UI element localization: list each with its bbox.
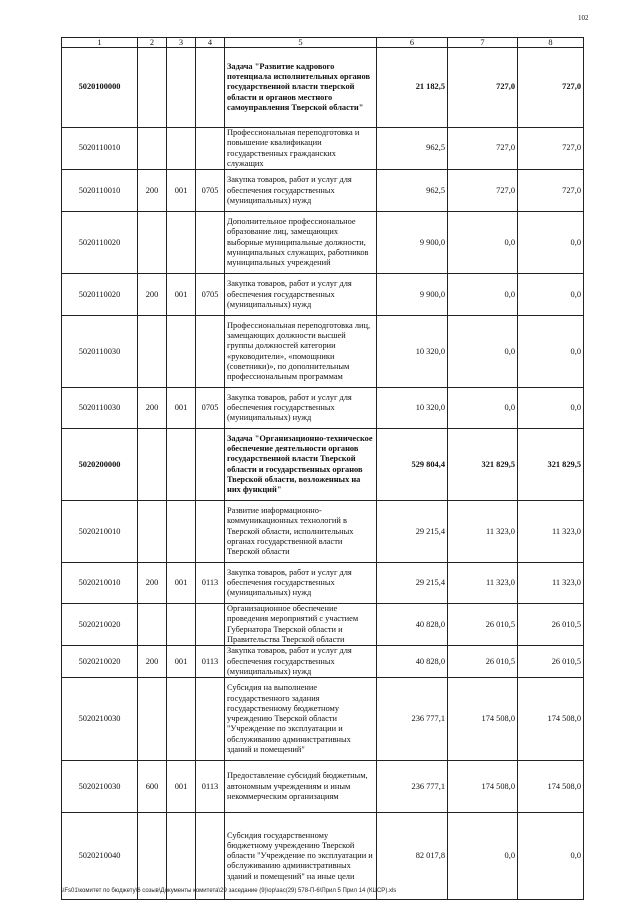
amount-col6-cell: 236 777,1	[377, 761, 448, 813]
ministry-code-cell: 001	[167, 170, 196, 212]
amount-col7-cell: 0,0	[448, 316, 518, 388]
amount-col8-cell: 0,0	[518, 813, 584, 900]
expense-type-cell: 200	[138, 646, 167, 678]
amount-col6-cell: 9 900,0	[377, 274, 448, 316]
expense-type-cell: 600	[138, 761, 167, 813]
budget-code-cell: 5020100000	[62, 48, 138, 128]
expense-type-cell: 200	[138, 170, 167, 212]
table-row	[62, 563, 584, 604]
ministry-code-cell: 001	[167, 761, 196, 813]
amount-col8-cell: 0,0	[518, 388, 584, 429]
amount-col8-cell: 727,0	[518, 48, 584, 128]
ministry-code-cell	[167, 604, 196, 646]
amount-col7-cell: 0,0	[448, 212, 518, 274]
table-row	[62, 678, 584, 761]
section-code-cell	[196, 429, 225, 501]
expense-type-cell	[138, 678, 167, 761]
amount-col7-cell: 0,0	[448, 274, 518, 316]
amount-col7-cell: 174 508,0	[448, 678, 518, 761]
amount-col7-cell: 727,0	[448, 48, 518, 128]
amount-col8-cell: 0,0	[518, 274, 584, 316]
budget-code-cell: 5020210030	[62, 678, 138, 761]
description-cell: Задача "Развитие кадрового потенциала исполнительных органов государственной власти тверской области и органов местного самоуправления Тверской области"	[225, 48, 377, 128]
ministry-code-cell	[167, 128, 196, 170]
ministry-code-cell: 001	[167, 388, 196, 429]
section-code-cell: 0705	[196, 170, 225, 212]
budget-code-cell: 5020110010	[62, 128, 138, 170]
budget-code-cell: 5020110020	[62, 212, 138, 274]
expense-type-cell	[138, 604, 167, 646]
budget-code-cell: 5020110010	[62, 170, 138, 212]
ministry-code-cell	[167, 813, 196, 900]
table-row	[62, 501, 584, 563]
table-row	[62, 761, 584, 813]
description-cell: Профессиональная переподготовка лиц, замещающих должности высшей группы должностей категории «руководители», «помощники (советники)», по дополнительным профессиональным программам	[225, 316, 377, 388]
amount-col8-cell: 321 829,5	[518, 429, 584, 501]
amount-col7-cell: 727,0	[448, 170, 518, 212]
section-code-cell	[196, 48, 225, 128]
expense-type-cell	[138, 429, 167, 501]
description-cell: Закупка товаров, работ и услуг для обеспечения государственных (муниципальных) нужд	[225, 388, 377, 429]
budget-code-cell: 5020210020	[62, 604, 138, 646]
ministry-code-cell	[167, 316, 196, 388]
description-cell: Субсидия на выполнение государственного задания государственному бюджетному учреждению Тверской области "Учреждение по эксплуатации и обслуживанию административных зданий и помещений"	[225, 678, 377, 761]
table-row	[62, 48, 584, 128]
budget-code-cell: 5020200000	[62, 429, 138, 501]
section-code-cell: 0113	[196, 761, 225, 813]
ministry-code-cell: 001	[167, 274, 196, 316]
amount-col7-cell: 727,0	[448, 128, 518, 170]
amount-col7-cell: 174 508,0	[448, 761, 518, 813]
expense-type-cell	[138, 316, 167, 388]
amount-col8-cell: 0,0	[518, 316, 584, 388]
expense-type-cell	[138, 48, 167, 128]
amount-col6-cell: 962,5	[377, 128, 448, 170]
expense-type-cell: 200	[138, 274, 167, 316]
amount-col8-cell: 0,0	[518, 212, 584, 274]
table-row	[62, 429, 584, 501]
budget-code-cell: 5020210030	[62, 761, 138, 813]
amount-col6-cell: 236 777,1	[377, 678, 448, 761]
table-body	[62, 48, 584, 900]
budget-code-cell: 5020110020	[62, 274, 138, 316]
description-cell: Закупка товаров, работ и услуг для обеспечения государственных (муниципальных) нужд	[225, 563, 377, 604]
budget-code-cell: 5020210040	[62, 813, 138, 900]
section-code-cell	[196, 604, 225, 646]
section-code-cell	[196, 212, 225, 274]
ministry-code-cell: 001	[167, 646, 196, 678]
table-row	[62, 604, 584, 646]
amount-col6-cell: 10 320,0	[377, 316, 448, 388]
table-row	[62, 128, 584, 170]
amount-col8-cell: 174 508,0	[518, 761, 584, 813]
amount-col6-cell: 9 900,0	[377, 212, 448, 274]
section-code-cell	[196, 501, 225, 563]
budget-table	[61, 37, 584, 900]
amount-col7-cell: 11 323,0	[448, 501, 518, 563]
table-row	[62, 212, 584, 274]
amount-col7-cell: 26 010,5	[448, 646, 518, 678]
column-header: 8	[518, 38, 584, 48]
budget-code-cell: 5020210010	[62, 563, 138, 604]
table-row	[62, 388, 584, 429]
description-cell: Закупка товаров, работ и услуг для обеспечения государственных (муниципальных) нужд	[225, 274, 377, 316]
amount-col8-cell: 727,0	[518, 128, 584, 170]
section-code-cell: 0705	[196, 388, 225, 429]
expense-type-cell	[138, 212, 167, 274]
section-code-cell: 0705	[196, 274, 225, 316]
ministry-code-cell	[167, 48, 196, 128]
expense-type-cell	[138, 813, 167, 900]
section-code-cell: 0113	[196, 646, 225, 678]
amount-col6-cell: 40 828,0	[377, 646, 448, 678]
amount-col6-cell: 21 182,5	[377, 48, 448, 128]
amount-col6-cell: 10 320,0	[377, 388, 448, 429]
budget-code-cell: 5020110030	[62, 316, 138, 388]
description-cell: Развитие информационно-коммуникационных технологий в Тверской области, исполнительных органах государственной власти Тверской области	[225, 501, 377, 563]
amount-col7-cell: 11 323,0	[448, 563, 518, 604]
amount-col6-cell: 29 215,4	[377, 563, 448, 604]
amount-col8-cell: 26 010,5	[518, 604, 584, 646]
amount-col8-cell: 174 508,0	[518, 678, 584, 761]
column-header: 4	[196, 38, 225, 48]
ministry-code-cell	[167, 429, 196, 501]
amount-col6-cell: 40 828,0	[377, 604, 448, 646]
description-cell: Задача "Организационно-техническое обеспечение деятельности органов государственной власти Тверской области и государственных органов Тверской области, возложенных на них функций"	[225, 429, 377, 501]
amount-col8-cell: 727,0	[518, 170, 584, 212]
amount-col7-cell: 321 829,5	[448, 429, 518, 501]
budget-code-cell: 5020210010	[62, 501, 138, 563]
expense-type-cell: 200	[138, 563, 167, 604]
section-code-cell	[196, 128, 225, 170]
description-cell: Закупка товаров, работ и услуг для обеспечения государственных (муниципальных) нужд	[225, 646, 377, 678]
column-header: 6	[377, 38, 448, 48]
table-header-row	[62, 38, 584, 48]
page-number: 102	[578, 14, 589, 22]
section-code-cell	[196, 678, 225, 761]
expense-type-cell	[138, 501, 167, 563]
description-cell: Субсидия государственному бюджетному учреждению Тверской области "Учреждение по эксплуатации и обслуживанию административных зданий и помещений" на иные цели	[225, 813, 377, 900]
section-code-cell: 0113	[196, 563, 225, 604]
amount-col8-cell: 26 010,5	[518, 646, 584, 678]
amount-col8-cell: 11 323,0	[518, 501, 584, 563]
description-cell: Организационное обеспечение проведения мероприятий с участием Губернатора Тверской области и Правительства Тверской области	[225, 604, 377, 646]
table-row	[62, 274, 584, 316]
amount-col7-cell: 0,0	[448, 813, 518, 900]
table-row	[62, 813, 584, 900]
file-path-footer: \\Fs01\комитет по бюджету\6 созыв\Документы комитета\29 заседание (9)\ор\зас(29) 578-П-6\Прил 5 Прил 14 (КЦСР).xls	[61, 888, 397, 894]
budget-code-cell: 5020110030	[62, 388, 138, 429]
expense-type-cell	[138, 128, 167, 170]
ministry-code-cell	[167, 678, 196, 761]
column-header: 5	[225, 38, 377, 48]
amount-col6-cell: 29 215,4	[377, 501, 448, 563]
description-cell: Предоставление субсидий бюджетным, автономным учреждениям и иным некоммерческим организациям	[225, 761, 377, 813]
amount-col6-cell: 962,5	[377, 170, 448, 212]
description-cell: Закупка товаров, работ и услуг для обеспечения государственных (муниципальных) нужд	[225, 170, 377, 212]
amount-col7-cell: 0,0	[448, 388, 518, 429]
column-header: 2	[138, 38, 167, 48]
description-cell: Дополнительное профессиональное образование лиц, замещающих выборные муниципальные должности, муниципальных служащих, работников муниципальных учреждений	[225, 212, 377, 274]
expense-type-cell: 200	[138, 388, 167, 429]
ministry-code-cell	[167, 212, 196, 274]
table-row	[62, 170, 584, 212]
amount-col8-cell: 11 323,0	[518, 563, 584, 604]
table-row	[62, 316, 584, 388]
amount-col6-cell: 529 804,4	[377, 429, 448, 501]
ministry-code-cell: 001	[167, 563, 196, 604]
section-code-cell	[196, 813, 225, 900]
description-cell: Профессиональная переподготовка и повышение квалификации государственных гражданских служащих	[225, 128, 377, 170]
section-code-cell	[196, 316, 225, 388]
column-header: 7	[448, 38, 518, 48]
amount-col7-cell: 26 010,5	[448, 604, 518, 646]
table-row	[62, 646, 584, 678]
column-header: 1	[62, 38, 138, 48]
budget-code-cell: 5020210020	[62, 646, 138, 678]
amount-col6-cell: 82 017,8	[377, 813, 448, 900]
ministry-code-cell	[167, 501, 196, 563]
column-header: 3	[167, 38, 196, 48]
